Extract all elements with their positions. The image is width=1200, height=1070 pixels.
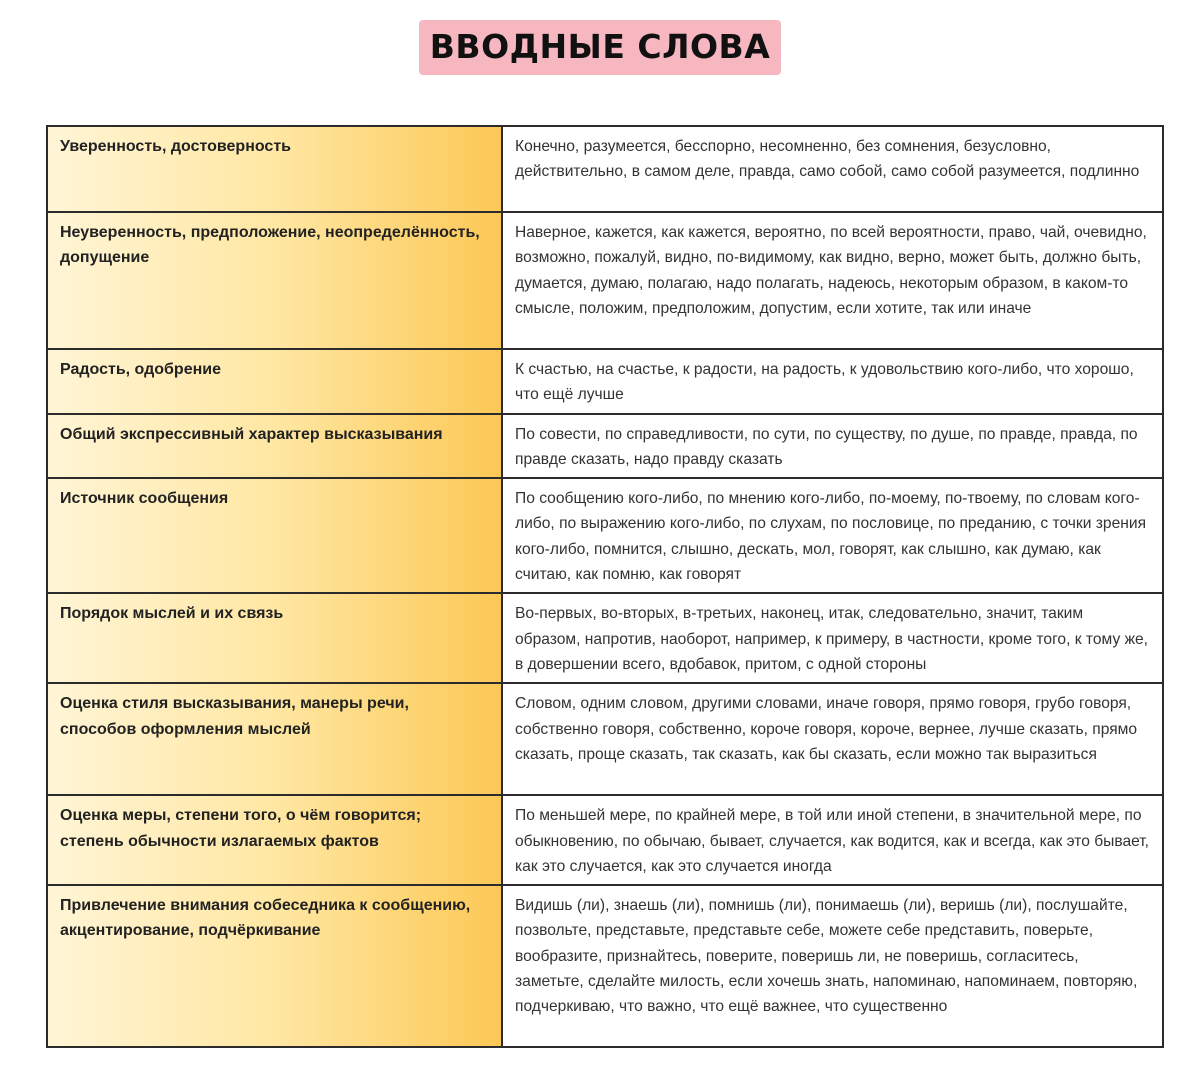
table-row [47, 212, 1163, 349]
table-row [47, 683, 1163, 795]
category-cell: Радость, одобрение [47, 349, 502, 414]
category-cell: Неуверенность, предположение, неопределённость, допущение [47, 212, 502, 349]
examples-cell: По совести, по справедливости, по сути, по существу, по душе, по правде, правда, по правде сказать, надо правду сказать [502, 414, 1163, 479]
category-cell: Оценка стиля высказывания, манеры речи, способов оформления мыслей [47, 683, 502, 795]
examples-cell: Наверное, кажется, как кажется, вероятно, по всей вероятности, право, чай, очевидно, возможно, пожалуй, видно, по-видимому, как видно, верно, может быть, должно быть, думается, думаю, полагаю, надо полагать, надеюсь, некоторым образом, в каком-то смысле, положим, предположим, допустим, если хотите, так или иначе [502, 212, 1163, 349]
table-row [47, 478, 1163, 593]
examples-cell: Словом, одним словом, другими словами, иначе говоря, прямо говоря, грубо говоря, собственно говоря, собственно, короче говоря, короче, вернее, лучше сказать, прямо сказать, проще сказать, так сказать, как бы сказать, если можно так выразиться [502, 683, 1163, 795]
examples-cell: По меньшей мере, по крайней мере, в той или иной степени, в значительной мере, по обыкновению, по обычаю, бывает, случается, как водится, как и всегда, как это бывает, как это случается, как это случается иногда [502, 795, 1163, 885]
examples-cell: Конечно, разумеется, бесспорно, несомненно, без сомнения, безусловно, действительно, в самом деле, правда, само собой, само собой разумеется, подлинно [502, 126, 1163, 212]
category-cell: Общий экспрессивный характер высказывания [47, 414, 502, 479]
table-row [47, 593, 1163, 683]
category-cell: Уверенность, достоверность [47, 126, 502, 212]
table-row [47, 349, 1163, 414]
category-cell: Источник сообщения [47, 478, 502, 593]
table-row [47, 414, 1163, 479]
examples-cell: По сообщению кого-либо, по мнению кого-либо, по-моему, по-твоему, по словам кого-либо, по выражению кого-либо, по слухам, по пословице, по преданию, с точки зрения кого-либо, помнится, слышно, дескать, мол, говорят, как слышно, как думаю, как считаю, как помню, как говорят [502, 478, 1163, 593]
category-cell: Оценка меры, степени того, о чём говорится; степень обычности излагаемых фактов [47, 795, 502, 885]
examples-cell: Во-первых, во-вторых, в-третьих, наконец, итак, следовательно, значит, таким образом, напротив, наоборот, например, к примеру, в частности, кроме того, к тому же, в довершении всего, вдобавок, притом, с одной стороны [502, 593, 1163, 683]
table-row [47, 885, 1163, 1047]
examples-cell: К счастью, на счастье, к радости, на радость, к удовольствию кого-либо, что хорошо, что ещё лучше [502, 349, 1163, 414]
category-cell: Привлечение внимания собеседника к сообщению, акцентирование, подчёркивание [47, 885, 502, 1047]
table-row [47, 126, 1163, 212]
title-container [0, 20, 1200, 75]
introductory-words-table [46, 125, 1164, 1048]
category-cell: Порядок мыслей и их связь [47, 593, 502, 683]
table-row [47, 795, 1163, 885]
examples-cell: Видишь (ли), знаешь (ли), помнишь (ли), понимаешь (ли), веришь (ли), послушайте, позвольте, представьте, представьте себе, можете себе представить, поверьте, вообразите, признайтесь, поверите, поверишь ли, не поверишь, согласитесь, заметьте, сделайте милость, если хочешь знать, напоминаю, напоминаем, повторяю, подчеркиваю, что важно, что ещё важнее, что существенно [502, 885, 1163, 1047]
page-title: ВВОДНЫЕ СЛОВА [419, 20, 781, 75]
